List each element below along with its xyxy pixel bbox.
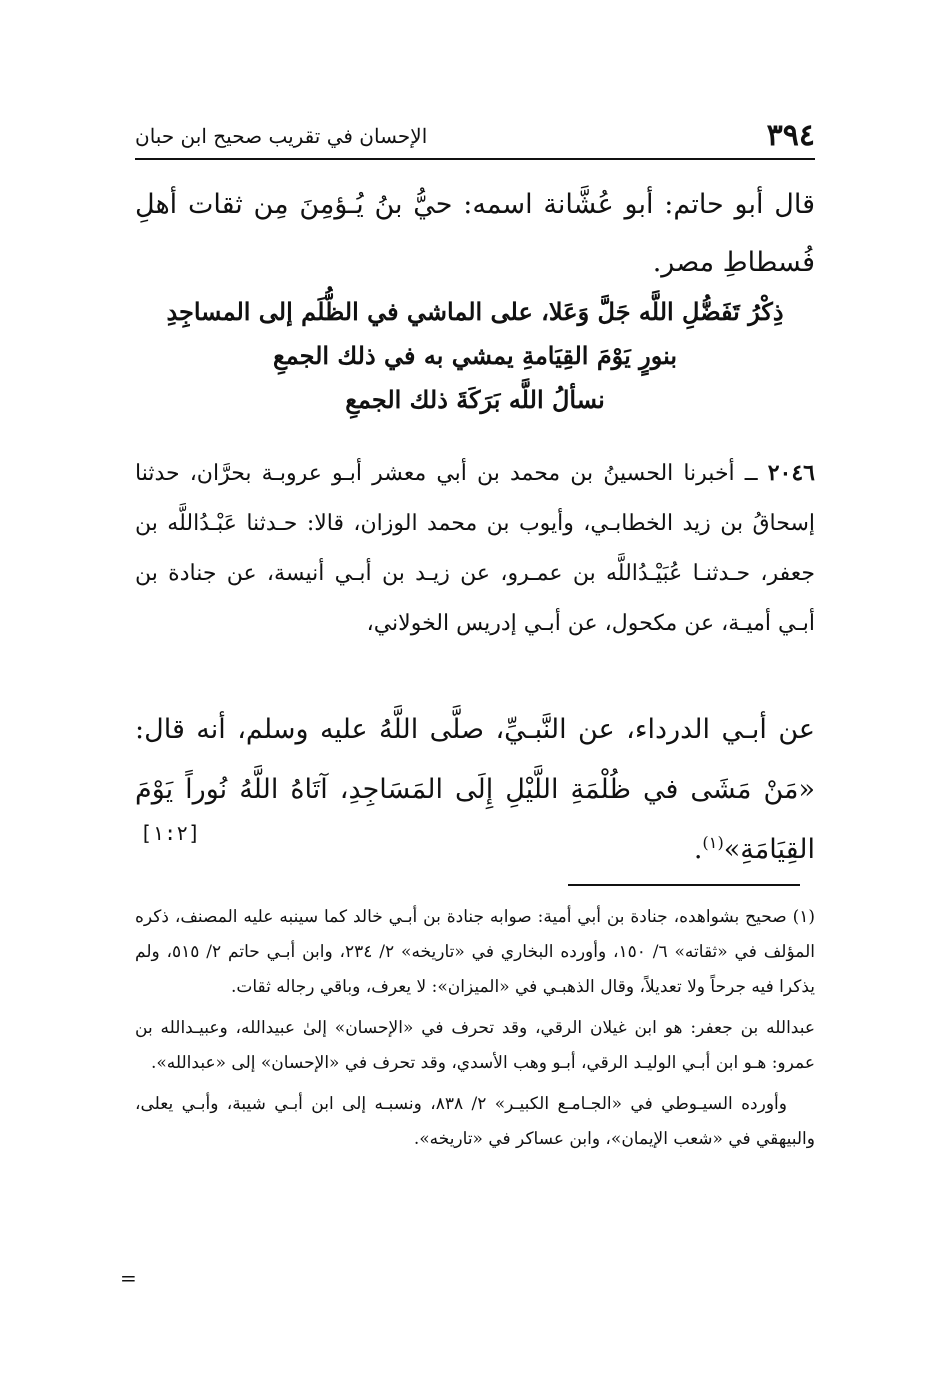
footnote-2: عبدالله بن جعفر: هو ابن غيلان الرقي، وقد تحرف في «الإحسان» إلىٰ عبيدالله، وعبيـدالله بن عمرو: هـو ابن أبـي الوليـد الرقي، أبـو وهب الأسدي، وقد تحرف في «الإحسان» إلى «عبدالله». xyxy=(135,1018,815,1073)
section-heading xyxy=(135,290,815,422)
isnad-text: ــ أخبرنا الحسينُ بن محمد بن أبي معشر أبـو عروبـة بحرَّان، حدثنا إسحاقُ بن زيد الخطابـي، وأيوب بن محمد الوزان، قالا: حـدثنا عَبْـدُاللَّه بن جعفر، حـدثنـا عُبَيْـدُاللَّه بن عمـرو، عن زيـد بن أبـي أنيسة، عن جنادة بن أبـي أميـة، عن مكحول، عن أبـي إدريس الخولاني، xyxy=(135,461,815,636)
footnote-rule xyxy=(568,884,800,886)
running-title: الإحسان في تقريب صحيح ابن حبان xyxy=(135,124,428,148)
header-rule xyxy=(135,158,815,160)
paragraph-abu-hatim: قال أبو حاتم: أبو عُشَّانة اسمه: حيُّ بنُ يُـؤمِنَ مِن ثقات أهلِ فُسطاطِ مصر. xyxy=(135,189,815,278)
page-number: ٣٩٤ xyxy=(766,118,815,153)
matn-end: . xyxy=(693,834,703,865)
matn-intro: عن أبـي الدرداء، عن النَّبـيِّ، صلَّى اللَّهُ عليه وسلم، أنه قال: xyxy=(135,714,815,745)
hadith-isnad xyxy=(135,448,815,649)
heading-line-2: بنورٍ يَوْمَ القِيَامةِ يمشي به في ذلك الجمعِ xyxy=(272,341,678,370)
hadith-matn xyxy=(135,700,815,880)
heading-line-3: نسألُ اللَّه بَرَكَةَ ذلك الجمعِ xyxy=(345,385,605,414)
footnotes xyxy=(135,900,815,1163)
matn-quote: «مَنْ مَشَى في ظُلْمَةِ اللَّيْلِ إِلَى المَسَاجِدِ، آتَاهُ اللَّهُ نُوراً يَوْمَ القِيَامَةِ» xyxy=(135,774,815,865)
continuation-mark: = xyxy=(120,1266,137,1290)
footnote-1: (١) صحيح بشواهده، جنادة بن أبي أمية: صوابه جنادة بن أبـي خالد كما سينبه عليه المصنف، ذكره المؤلف في «ثقاته» ٦/ ١٥٠، وأورده البخاري في «تاريخه» ٢/ ٢٣٤، وابن أبـي حاتم ٢/ ٥١٥، ولم يذكرا فيه جرحاً ولا تعديلاً، وقال الذهبـي في «الميزان»: لا يعرف، وباقي رجاله ثقات. xyxy=(135,907,815,997)
footnote-3: وأورده السيـوطي في «الجـامـع الكبيـر» ٢/ ٨٣٨، ونسبـه إلى ابن أبـي شيبة، وأبـي يعلى، والبيهقي في «شعب الإيمان»، وابن عساكر في «تاريخه». xyxy=(135,1094,815,1149)
hadith-number: ٢٠٤٦ xyxy=(767,460,815,486)
footnote-ref: (١) xyxy=(702,833,724,852)
heading-line-1: ذِكْرُ تَفَضُّلِ اللَّه جَلَّ وَعَلا، على الماشي في الظُّلَم إلى المساجِدِ xyxy=(166,297,784,326)
page-header xyxy=(135,118,815,154)
hadith-reference: [١:٢] xyxy=(140,821,201,845)
